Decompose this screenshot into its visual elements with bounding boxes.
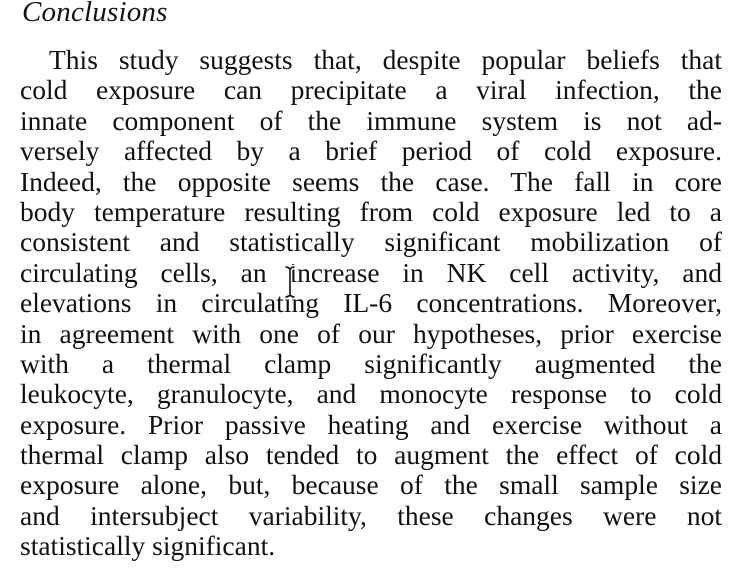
conclusions-paragraph: [20, 45, 722, 562]
paragraph-line: exposure alone, but, because of the small sample size: [20, 469, 722, 501]
paragraph-line: elevations in circulating IL-6 concentrations. Moreover,: [20, 287, 722, 319]
paragraph-line: cold exposure can precipitate a viral infection, the: [20, 74, 722, 106]
paragraph-line: versely affected by a brief period of cold exposure.: [20, 135, 722, 167]
text-cursor-icon: [283, 265, 297, 299]
paragraph-line: circulating cells, an increase in NK cell activity, and: [20, 256, 722, 288]
paragraph-line: in agreement with one of our hypotheses, prior exercise: [20, 317, 722, 349]
paragraph-line: statistically significant.: [20, 530, 276, 562]
paragraph-line: body temperature resulting from cold exposure led to a: [20, 195, 722, 227]
paragraph-line: consistent and statistically significant mobilization of: [20, 226, 722, 258]
paragraph-line: and intersubject variability, these changes were not: [20, 499, 722, 531]
paragraph-line: innate component of the immune system is not ad-: [20, 104, 722, 136]
paragraph-line: leukocyte, granulocyte, and monocyte response to cold: [20, 378, 722, 410]
paragraph-line: exposure. Prior passive heating and exercise without a: [20, 408, 722, 440]
section-heading: Conclusions: [22, 0, 168, 28]
paragraph-line: with a thermal clamp significantly augmented the: [20, 347, 722, 379]
paragraph-line: This study suggests that, despite popular beliefs that: [49, 44, 722, 75]
paragraph-line: Indeed, the opposite seems the case. The fall in core: [20, 165, 722, 197]
paragraph-line: thermal clamp also tended to augment the effect of cold: [20, 439, 722, 471]
